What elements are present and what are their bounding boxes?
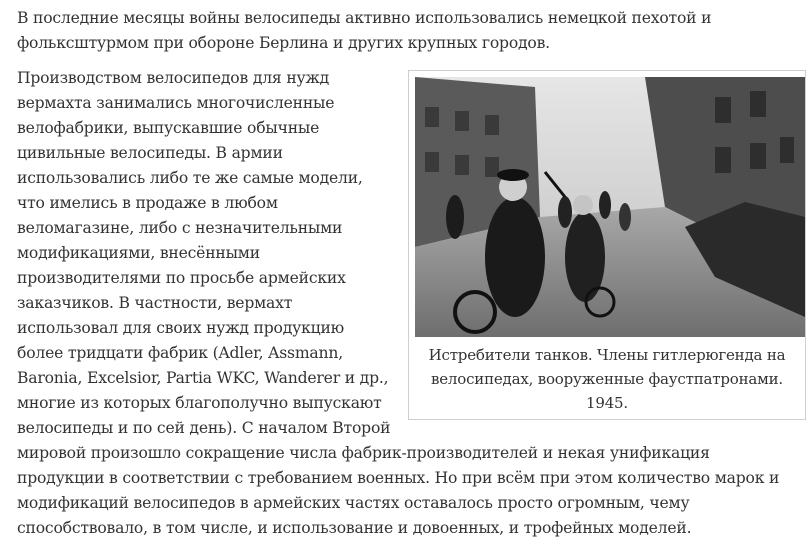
article-paragraph-1: В последние месяцы войны велосипеды активно использовались немецкой пехотой и фольксштурмом при обороне Берлина и других крупных городов. xyxy=(17,9,712,52)
photo-hitler-youth-bicycles[interactable] xyxy=(415,77,805,337)
figure xyxy=(408,70,806,420)
figure-caption: Истребители танков. Члены гитлерюгенда на велосипедах, вооруженные фаустпатронами. 1945. xyxy=(428,346,786,412)
article-paragraph-2: Производством велосипедов для нужд вермахта занимались многочисленные велофабрики, выпускавшие обычные цивильные велосипеды. В армии использовались либо те же самые модели, что имелись в продаже в любом веломагазине, либо с незначительными модификациями, внесёнными производителями по просьбе армейских заказчиков. В частности, вермахт использовал для своих нужд продукцию более тридцати фабрик (Adler, Assmann, Baronia, Excelsior, Partia WKC, Wanderer и др., многие из которых благополучно выпускают велосипеды и по сей день). С началом Второй мировой произошло сокращение числа фабрик-производителей и некая унификация продукции в соответствии с требованием военных. Но при всём при этом количество марок и модификаций велосипедов в армейских частях оставалось просто огромным, чему способствовало, в том числе, и использование и довоенных, и трофейных моделей. xyxy=(17,69,780,537)
article xyxy=(17,6,793,551)
